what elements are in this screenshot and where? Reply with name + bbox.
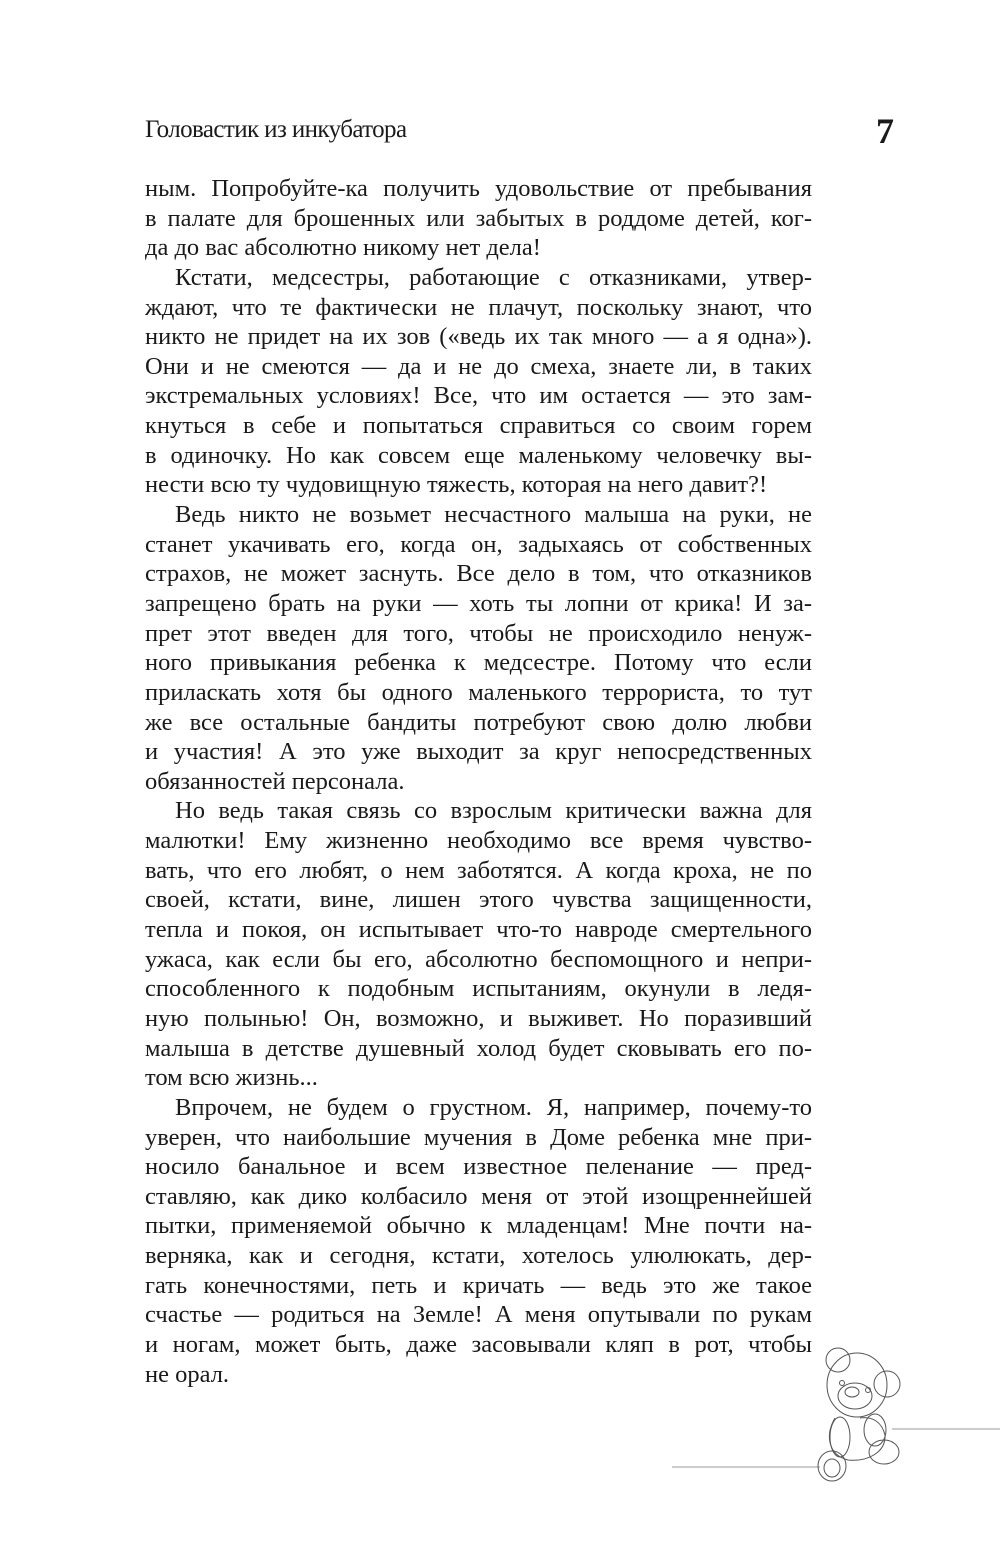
text-line: гать конечностями, петь и кричать — ведь это же такое <box>145 1271 812 1299</box>
text-line: в палате для брошенных или забытых в роддоме детей, ког- <box>145 204 812 232</box>
teddy-bear-icon <box>660 1340 1000 1490</box>
text-line: ужаса, как если бы его, абсолютно беспомощного и непри- <box>145 945 812 973</box>
text-line: приласкать хотя бы одного маленького террориста, то тут <box>145 678 812 706</box>
text-line: малютки! Ему жизненно необходимо все время чувство- <box>145 827 812 855</box>
text-line: кнуться в себе и попытаться справиться со своим горем <box>145 412 812 440</box>
text-line: страхов, не может заснуть. Все дело в том, что отказников <box>145 560 812 588</box>
text-line: нести всю ту чудовищную тяжесть, которая на него давит?! <box>145 471 768 499</box>
text-line: обязанностей персонала. <box>145 767 405 795</box>
page-number: 7 <box>876 111 894 151</box>
text-line: малыша в детстве душевный холод будет сковывать его по- <box>145 1034 812 1062</box>
text-line: способленного к подобным испытаниям, окунули в ледя- <box>145 975 812 1003</box>
text-line: ную полынью! Он, возможно, и выживет. Но поразивший <box>145 1004 812 1032</box>
text-line: да до вас абсолютно никому нет дела! <box>145 234 541 262</box>
text-line: в одиночку. Но как совсем еще маленькому человечку вы- <box>145 441 812 469</box>
text-line: и ногам, может быть, даже засовывали кляп в рот, чтобы <box>145 1330 812 1358</box>
text-line: и участия! А это уже выходит за круг непосредственных <box>145 738 812 766</box>
text-line: уверен, что наибольшие мучения в Доме ребенка мне при- <box>145 1123 812 1151</box>
text-line: вать, что его любят, о нем заботятся. А когда кроха, не по <box>145 856 812 884</box>
text-line: прет этот введен для того, чтобы не происходило ненуж- <box>145 619 812 647</box>
text-line: пытки, применяемой обычно к младенцам! Мне почти на- <box>145 1212 812 1240</box>
text-line: экстремальных условиях! Все, что им остается — это зам- <box>145 382 812 410</box>
text-line: никто не придет на их зов («ведь их так много — а я одна»). <box>145 323 812 351</box>
text-line: том всю жизнь... <box>145 1064 318 1092</box>
text-line: не орал. <box>145 1360 230 1388</box>
text-line: ного привыкания ребенка к медсестре. Потому что если <box>145 649 812 677</box>
text-line: ным. Попробуйте-ка получить удовольствие от пребывания <box>145 175 812 202</box>
running-title: Головастик из инкубатора <box>145 116 407 143</box>
text-line: Кстати, медсестры, работающие с отказниками, утвер- <box>175 263 812 291</box>
text-line: тепла и покоя, он испытывает что-то навроде смертельного <box>145 916 812 944</box>
text-line: станет укачивать его, когда он, задыхаясь от собственных <box>145 530 812 558</box>
text-line: Они и не смеются — да и не до смеха, знаете ли, в таких <box>145 352 812 380</box>
text-line: верняка, как и сегодня, кстати, хотелось улюлюкать, дер- <box>145 1242 812 1270</box>
text-line: носило банальное и всем известное пеленание — пред- <box>145 1153 812 1181</box>
text-line: счастье — родиться на Земле! А меня опутывали по рукам <box>145 1301 812 1329</box>
body-text <box>145 174 812 1389</box>
text-line: Но ведь такая связь со взрослым критически важна для <box>175 797 812 825</box>
text-line: ставляю, как дико колбасило меня от этой изощреннейшей <box>145 1182 812 1210</box>
text-line: запрещено брать на руки — хоть ты лопни от крика! И за- <box>145 589 812 617</box>
text-line: своей, кстати, вине, лишен этого чувства защищенности, <box>145 886 812 914</box>
text-line: Ведь никто не возьмет несчастного малыша на руки, не <box>175 501 812 529</box>
text-line: же все остальные бандиты потребуют свою долю любви <box>145 708 812 736</box>
text-line: Впрочем, не будем о грустном. Я, например, почему-то <box>175 1093 812 1121</box>
text-line: ждают, что те фактически не плачут, поскольку знают, что <box>145 293 812 321</box>
